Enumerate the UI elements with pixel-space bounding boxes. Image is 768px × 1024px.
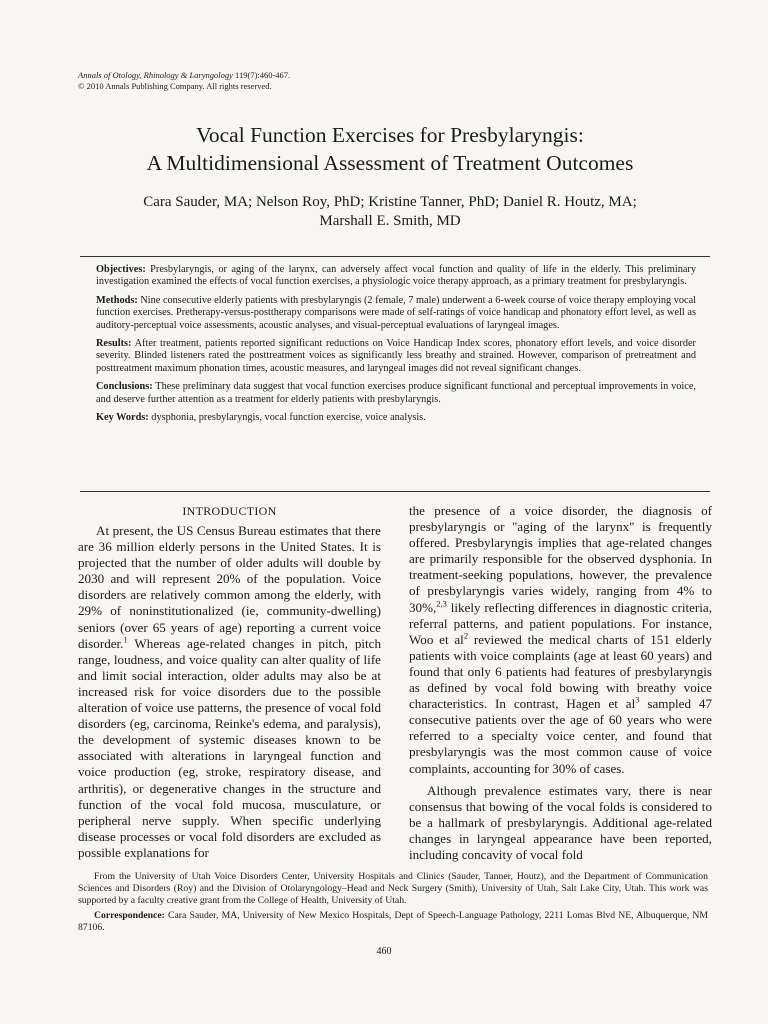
journal-name: Annals of Otology, Rhinology & Laryngology: [78, 70, 233, 80]
abstract-text: These preliminary data suggest that vocal function exercises produce significant functional and perceptual improvements in voice, and deserve further attention as a treatment for elderly patients with presbylaryngis.: [96, 381, 696, 405]
abstract-conclusions: [96, 381, 696, 406]
section-heading: INTRODUCTION: [182, 504, 277, 518]
title-block: [60, 121, 720, 231]
abstract-keywords: [96, 412, 696, 424]
copyright-line: © 2010 Annals Publishing Company. All rights reserved.: [78, 81, 272, 91]
article-title: [60, 121, 720, 177]
journal-citation: [78, 70, 290, 92]
abstract-methods: [96, 295, 696, 332]
body-paragraph: Although prevalence estimates vary, there is near consensus that bowing of the vocal folds is considered to be a hallmark of presbylaryngis. Additional age-related changes in laryngeal appearance have been reported, including concavity of vocal fold: [409, 782, 712, 862]
abstract-label: Objectives:: [96, 264, 146, 275]
correspondence-text: Cara Sauder, MA, University of New Mexico Hospitals, Dept of Speech-Language Pathology, 2211 Lomas Blvd NE, Albuquerque, NM 87106.: [78, 910, 708, 933]
text-run: sampled 47 consecutive patients over the age of 60 years who were referred to a specialty voice center, and found that presbylaryngis was the most common cause of voice complaints, accounting for 30% of cases.: [409, 696, 712, 776]
text-run: likely reflecting differences in diagnostic criteria, referral patterns, and patient populations. For instance, Woo et al: [409, 599, 712, 647]
title-line-2: A Multidimensional Assessment of Treatment Outcomes: [146, 151, 634, 175]
correspondence-label: Correspondence:: [94, 910, 165, 921]
body-paragraph: [78, 523, 381, 861]
abstract-bottom-rule: [80, 491, 710, 492]
abstract-text: Nine consecutive elderly patients with presbylaryngis (2 female, 7 male) underwent a 6-week course of voice therapy employing vocal function exercises. Pretherapy-versus-posttherapy comparisons were made of self-ratings of voice handicap and phonatory effort level, as well as auditory-perceptual voice assessments, acoustic analyses, and visual-perceptual evaluations of laryngeal images.: [96, 294, 696, 331]
footnotes: [78, 871, 708, 937]
authors-line-2: Marshall E. Smith, MD: [319, 213, 461, 229]
abstract-label: Methods:: [96, 294, 138, 306]
affiliation-note: From the University of Utah Voice Disorders Center, University Hospitals and Clinics (Sauder, Tanner, Houtz), and the Department of Communication Sciences and Disorders (Roy) and the Division of Otolaryngology–Head and Neck Surgery (Smith), University of Utah, Salt Lake City, Utah. This work was supported by a faculty creative grant from the College of Health, University of Utah.: [78, 871, 708, 906]
abstract-objectives: [96, 264, 696, 289]
abstract-top-rule: [80, 256, 710, 257]
body-paragraph: [409, 503, 712, 777]
citation-ref: 2,3: [436, 598, 447, 609]
text-run: At present, the US Census Bureau estimates that there are 36 million elderly persons in the United States. It is projected that the number of older adults will double by 2030 and will represent 20% of the population. Voice disorders are relatively common among the elderly, with 29% of noninstitutionalized (ie, community-dwelling) seniors (over 65 years of age) reporting a current voice disorder.: [78, 523, 381, 651]
citation-ref: 1: [123, 634, 128, 645]
author-list: [60, 193, 720, 231]
correspondence-note: [78, 910, 708, 934]
volume-pages: 119(7):460-467.: [232, 70, 291, 80]
authors-line-1: Cara Sauder, MA; Nelson Roy, PhD; Kristine Tanner, PhD; Daniel R. Houtz, MA;: [143, 194, 637, 210]
abstract-label: Conclusions:: [96, 381, 153, 393]
abstract-results: [96, 338, 696, 375]
abstract: [96, 264, 696, 430]
citation-ref: 3: [635, 694, 640, 705]
text-run: the presence of a voice disorder, the diagnosis of presbylaryngis or "aging of the larynx" is frequently offered. Presbylaryngis implies that age-related changes are primarily responsible for the observed dysphonia. In treatment-seeking populations, however, the prevalence of presbylaryngis varies widely, ranging from 4% to 30%,: [409, 503, 712, 615]
abstract-text: Presbylaryngis, or aging of the larynx, can adversely affect vocal function and quality of life in the elderly. This preliminary investigation examined the effects of vocal function exercises, a physiologic voice therapy approach, as a primary treatment for presbylaryngis.: [96, 264, 696, 288]
abstract-label: Key Words:: [96, 412, 149, 424]
citation-line: [78, 70, 290, 81]
text-run: Whereas age-related changes in pitch, pitch range, loudness, and voice quality can alter quality of life and limit social interaction, older adults may also be at increased risk for voice disorders due to the possible alteration of voice use patterns, the presence of vocal fold disorders (eg, carcinoma, Reinke's edema, and paralysis), the development of systemic diseases known to be associated with alterations in laryngeal function and voice production (eg, stroke, respiratory disease, and arthritis), or degenerative changes in the structure and function of the vocal fold mucosa, musculature, or peripheral nerve supply. When specific underlying disease processes or vocal fold disorders are excluded as possible explanations for: [78, 635, 381, 860]
body-column-left: [78, 503, 381, 861]
page-number: 460: [376, 946, 392, 957]
body-column-right: [409, 503, 712, 863]
citation-ref: 2: [463, 630, 469, 641]
abstract-label: Results:: [96, 338, 132, 350]
abstract-text: dysphonia, presbylaryngis, vocal function exercise, voice analysis.: [148, 412, 426, 424]
text-run: reviewed the medical charts of 151 elderly patients with voice complaints (age at least 60 years) and found that only 6 patients had features of presbylaryngis as defined by vocal fold bowing with breathy voice characteristics. In contrast, Hagen et al: [409, 631, 712, 712]
abstract-text: After treatment, patients reported significant reductions on Voice Handicap Index scores, phonatory effort levels, and voice disorder severity. Blinded listeners rated the posttreatment voices as significantly less breathy and strained. However, comparison of pretreatment and posttreatment maximum phonation times, acoustic measures, and laryngeal images did not reveal significant changes.: [96, 338, 696, 374]
title-line-1: Vocal Function Exercises for Presbylaryngis:: [196, 123, 584, 147]
